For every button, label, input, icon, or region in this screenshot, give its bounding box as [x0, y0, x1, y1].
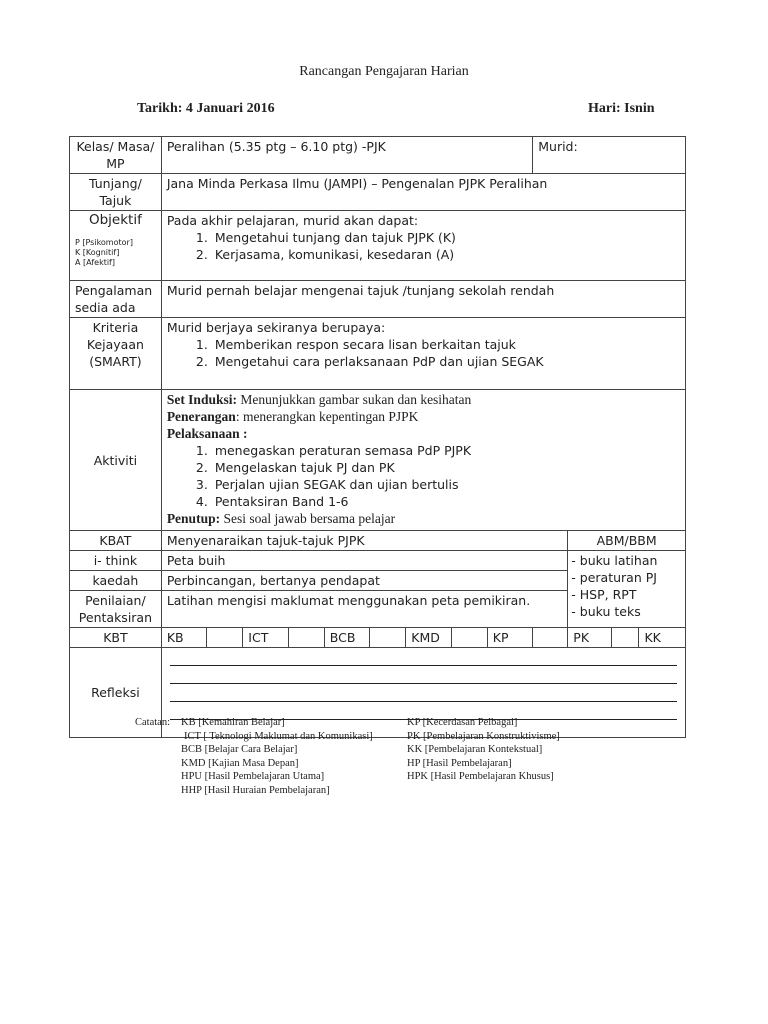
note-item: HHP [Hasil Huraian Pembelajaran]	[181, 784, 330, 796]
abm-item: - buku teks	[571, 604, 641, 619]
pelaksanaan-label: Pelaksanaan :	[166, 426, 248, 441]
pelaksanaan-item: 4. Pentaksiran Band 1-6	[212, 493, 680, 510]
day-label: Hari: Isnin	[588, 101, 655, 116]
row-kbt	[70, 628, 686, 648]
note-item: PK [Pembelajaran Konstruktivisme]	[407, 730, 560, 742]
notes-label: Catatan:	[135, 717, 170, 728]
penutup-label: Penutup:	[166, 511, 221, 526]
notes-right-column	[407, 716, 607, 784]
note-item: HPU [Hasil Pembelajaran Utama]	[181, 771, 325, 782]
penutup-value: Sesi soal jawab bersama pelajar	[220, 511, 396, 526]
kbt-kb-box	[207, 628, 243, 648]
abm-label: ABM/BBM	[568, 531, 686, 551]
note-item: KMD [Kajian Masa Depan]	[181, 757, 299, 769]
kelas-label: Kelas/ Masa/ MP	[70, 137, 162, 174]
kelas-value: Peralihan (5.35 ptg – 6.10 ptg) -PJK	[161, 137, 532, 174]
objektif-intro: Pada akhir pelajaran, murid akan dapat:	[166, 213, 419, 228]
refleksi-label: Refleksi	[70, 648, 162, 738]
kriteria-intro: Murid berjaya sekiranya berupaya:	[166, 320, 386, 335]
abm-item: - HSP, RPT	[571, 587, 637, 602]
kaedah-label: kaedah	[70, 571, 162, 591]
kaedah-value: Perbincangan, bertanya pendapat	[161, 571, 567, 591]
penilaian-value: Latihan mengisi maklumat menggunakan peta pemikiran.	[161, 591, 567, 628]
objektif-label: Objektif	[88, 212, 142, 228]
note-item: KK [Pembelajaran Kontekstual]	[407, 744, 543, 755]
set-induksi-value: Menunjukkan gambar sukan dan kesihatan	[236, 392, 472, 407]
row-aktiviti	[70, 390, 686, 531]
tunjang-value: Jana Minda Perkasa Ilmu (JAMPI) – Pengenalan PJPK Peralihan	[161, 174, 685, 211]
pelaksanaan-list	[167, 442, 680, 510]
abm-list	[568, 551, 686, 628]
kbt-ict-box	[288, 628, 324, 648]
murid-label: Murid:	[533, 137, 686, 174]
note-item: BCB [Belajar Cara Belajar]	[181, 744, 298, 755]
pengalaman-value: Murid pernah belajar mengenai tajuk /tunjang sekolah rendah	[161, 281, 685, 318]
note-item: HP [Hasil Pembelajaran]	[407, 757, 512, 769]
kbt-label: KBT	[70, 628, 162, 648]
row-tunjang	[70, 174, 686, 211]
kbt-bcb-box	[370, 628, 406, 648]
kbt-kb: KB	[161, 628, 206, 648]
objektif-cell	[70, 211, 162, 281]
row-kriteria	[70, 318, 686, 390]
kbat-value: Menyenaraikan tajuk-tajuk PJPK	[161, 531, 567, 551]
kbt-kmd: KMD	[406, 628, 451, 648]
objektif-item: 1. Mengetahui tunjang dan tajuk PJPK (K)	[212, 229, 680, 246]
page-title: Rancangan Pengajaran Harian	[299, 64, 469, 79]
kriteria-list	[167, 336, 680, 370]
row-objektif	[70, 211, 686, 281]
kbt-ict: ICT	[243, 628, 288, 648]
objektif-sub-k: K [Kognitif]	[75, 248, 120, 257]
date-label: Tarikh: 4 Januari 2016	[137, 101, 275, 116]
penerangan-label: Penerangan	[166, 409, 236, 424]
kbt-pk-box	[611, 628, 639, 648]
refleksi-line	[170, 666, 677, 684]
kbat-label: KBAT	[70, 531, 162, 551]
pelaksanaan-item: 3. Perjalan ujian SEGAK dan ujian bertulis	[212, 476, 680, 493]
tunjang-label: Tunjang/ Tajuk	[70, 174, 162, 211]
penilaian-label: Penilaian/ Pentaksiran	[70, 591, 162, 628]
objektif-content	[161, 211, 685, 281]
row-ithink	[70, 551, 686, 571]
row-kelas	[70, 137, 686, 174]
note-item: HPK [Hasil Pembelajaran Khusus]	[407, 771, 554, 782]
ithink-value: Peta buih	[161, 551, 567, 571]
pengalaman-label: Pengalaman sedia ada	[70, 281, 162, 318]
objektif-list	[167, 229, 680, 263]
ithink-label: i- think	[70, 551, 162, 571]
kriteria-item: 2. Mengetahui cara perlaksanaan PdP dan ujian SEGAK	[212, 353, 680, 370]
objektif-item: 2. Kerjasama, komunikasi, kesedaran (A)	[212, 246, 680, 263]
notes-left-column	[181, 716, 411, 797]
note-item: ICT [ Teknologi Maklumat dan Komunikasi]	[184, 730, 373, 742]
kriteria-item: 1. Memberikan respon secara lisan berkaitan tajuk	[212, 336, 680, 353]
set-induksi-label: Set Induksi:	[166, 392, 237, 407]
note-item: KB [Kemahiran Belajar]	[181, 717, 285, 728]
aktiviti-label: Aktiviti	[70, 390, 162, 531]
kbt-kp-box	[533, 628, 568, 648]
kbt-pk: PK	[568, 628, 611, 648]
kbt-bcb: BCB	[324, 628, 369, 648]
penerangan-value: : menerangkan kepentingan PJPK	[235, 409, 419, 424]
aktiviti-content	[161, 390, 685, 531]
kbt-kp: KP	[487, 628, 532, 648]
objektif-sub-a: A [Afektif]	[75, 258, 115, 267]
kbt-kk: KK	[639, 628, 686, 648]
kriteria-content	[161, 318, 685, 390]
refleksi-line	[170, 648, 677, 666]
lesson-plan-table	[69, 136, 686, 738]
kriteria-label: Kriteria Kejayaan (SMART)	[70, 318, 162, 390]
note-item: KP [Kecerdasan Pelbagai]	[407, 717, 518, 728]
kbt-kmd-box	[451, 628, 487, 648]
row-kbat	[70, 531, 686, 551]
abm-item: - peraturan PJ	[571, 570, 657, 585]
row-pengalaman	[70, 281, 686, 318]
pelaksanaan-item: 1. menegaskan peraturan semasa PdP PJPK	[212, 442, 680, 459]
refleksi-line	[170, 684, 677, 702]
pelaksanaan-item: 2. Mengelaskan tajuk PJ dan PK	[212, 459, 680, 476]
objektif-sub-p: P [Psikomotor]	[75, 238, 133, 247]
abm-item: - buku latihan	[571, 553, 658, 568]
